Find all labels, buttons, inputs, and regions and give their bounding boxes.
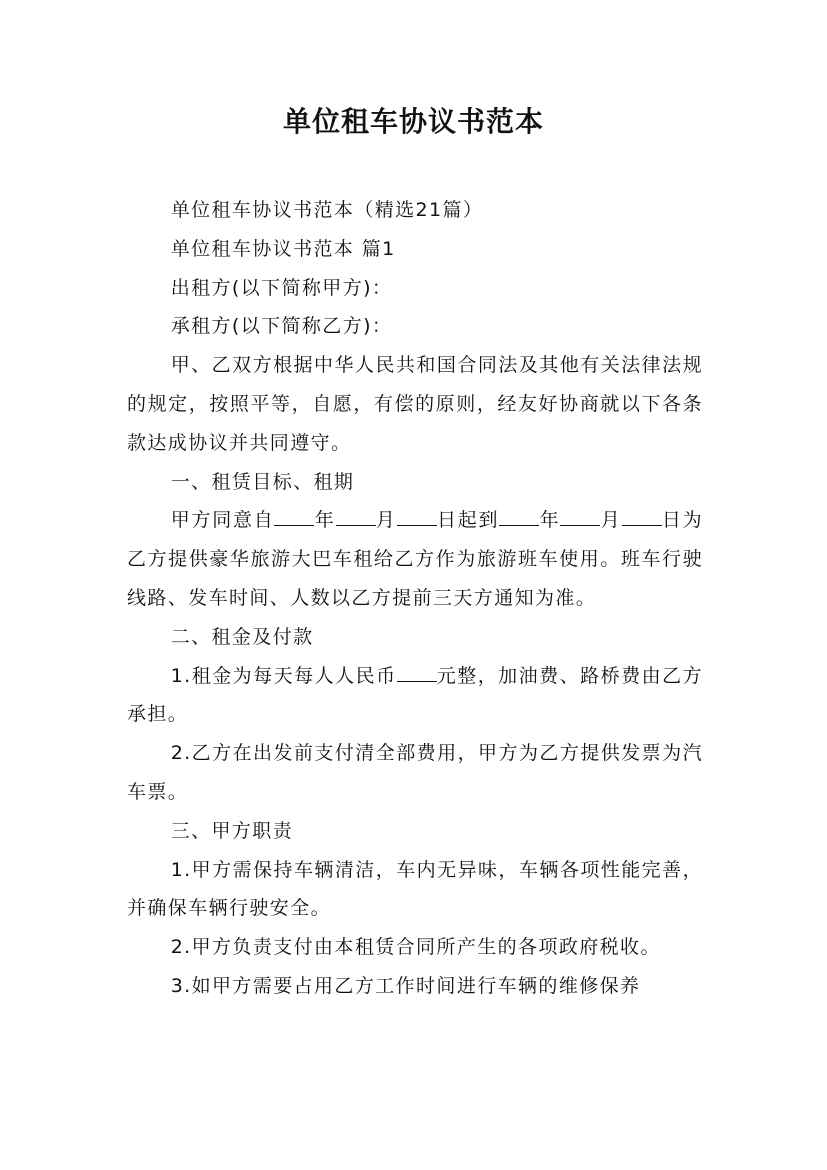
document-title: 单位租车协议书范本 [282,105,544,138]
end-day-blank [622,508,662,526]
subtitle-paragraph: 单位租车协议书范本（精选21篇） [170,199,484,221]
duty-item: 3.如甲方需要占用乙方工作时间进行车辆的维修保养 [170,974,641,997]
lease-term-text: 日为乙方提供豪华旅游大巴车租给乙方作为旅游班车使用。班车行驶线路、发车时间、人数以乙方提前三天方通知为准。 [127,509,704,609]
start-year-blank [274,508,314,526]
lessor-line: 出租方(以下简称甲方)： [170,276,393,299]
duty-item: 1.甲方需保持车辆清洁，车内无异味，车辆各项性能完善，并确保车辆行驶安全。 [127,858,703,920]
lease-term-text: 月 [375,509,397,532]
lease-term-text: 年 [314,509,336,532]
end-month-blank [560,508,600,526]
document-body [127,191,703,1006]
payment-clause: 2.乙方在出发前支付清全部费用，甲方为乙方提供发票为汽车票。 [127,742,703,803]
section3-heading: 三、甲方职责 [170,819,294,842]
duty-item: 2.甲方负责支付由本租赁合同所产生的各项政府税收。 [170,936,661,959]
section1-heading: 一、租赁目标、租期 [170,470,355,493]
lease-term-text: 甲方同意自 [170,509,275,532]
preamble-paragraph: 甲、乙双方根据中华人民共和国合同法及其他有关法律法规的规定，按照平等，自愿，有偿的原则，经友好协商就以下各条款达成协议并共同遵守。 [127,354,703,454]
section2-heading: 二、租金及付款 [170,625,314,648]
rent-clause-text: 1.租金为每天每人人民币 [170,664,397,687]
lease-term-text: 年 [539,509,561,532]
end-year-blank [499,508,539,526]
rent-clause-paragraph [127,657,703,735]
rent-clause-text: 元整，加油费、路桥费由乙方承担。 [127,664,704,726]
rent-amount-blank [397,663,437,681]
lease-term-text: 月 [600,509,622,532]
article-heading: 单位租车协议书范本 篇1 [170,237,396,260]
lease-term-paragraph [127,501,703,617]
start-month-blank [336,508,376,526]
start-day-blank [397,508,437,526]
lessee-line: 承租方(以下简称乙方)： [170,315,393,338]
lease-term-text: 日起到 [436,509,500,532]
